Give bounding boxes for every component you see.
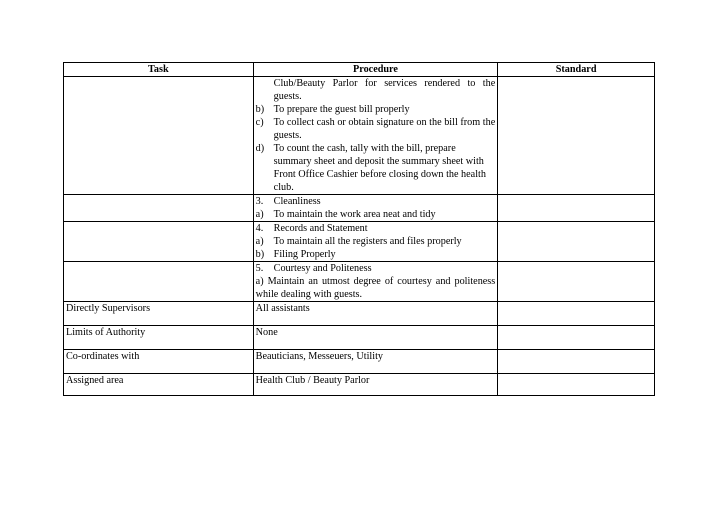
procedure-cell bbox=[253, 77, 498, 195]
table-row bbox=[64, 350, 655, 374]
header-procedure: Procedure bbox=[253, 63, 498, 77]
list-text: To maintain all the registers and files properly bbox=[273, 236, 462, 247]
list-text: Filing Properly bbox=[273, 249, 336, 260]
task-cell: Limits of Authority bbox=[64, 326, 254, 350]
standard-cell bbox=[498, 374, 655, 396]
standard-cell bbox=[498, 302, 655, 326]
section-title: Cleanliness bbox=[273, 196, 321, 207]
procedure-continued-text: Club/Beauty Parlor for services rendered to the guests. bbox=[273, 78, 496, 102]
procedure-cell: Beauticians, Messeuers, Utility bbox=[253, 350, 498, 374]
procedure-cell: None bbox=[253, 326, 498, 350]
table-row bbox=[64, 326, 655, 350]
table-row bbox=[64, 77, 655, 195]
list-item bbox=[256, 208, 496, 221]
list-item bbox=[256, 248, 496, 261]
list-marker: a) bbox=[255, 209, 264, 220]
job-description-table bbox=[63, 62, 655, 396]
table-row bbox=[64, 222, 655, 262]
section-title: Records and Statement bbox=[273, 223, 368, 234]
list-marker: b) bbox=[255, 249, 265, 260]
procedure-cell bbox=[253, 195, 498, 222]
standard-cell bbox=[498, 262, 655, 302]
task-cell bbox=[64, 195, 254, 222]
list-marker: d) bbox=[255, 143, 265, 154]
list-marker: 4. bbox=[255, 223, 264, 234]
header-standard: Standard bbox=[498, 63, 655, 77]
list-marker: a) bbox=[255, 236, 264, 247]
list-text: a) Maintain an utmost degree of courtesy and politeness while dealing with guests. bbox=[255, 276, 496, 300]
list-item bbox=[256, 103, 496, 116]
list-marker: b) bbox=[255, 104, 265, 115]
table-row bbox=[64, 302, 655, 326]
procedure-cell bbox=[253, 222, 498, 262]
list-item bbox=[256, 116, 496, 142]
task-cell bbox=[64, 77, 254, 195]
task-cell bbox=[64, 262, 254, 302]
task-cell: Directly Supervisors bbox=[64, 302, 254, 326]
list-text: To count the cash, tally with the bill, prepare summary sheet and deposit the summary sheet with Front Office Cashier before closing down the health club. bbox=[273, 143, 486, 193]
section-title: Courtesy and Politeness bbox=[273, 263, 372, 274]
standard-cell bbox=[498, 77, 655, 195]
list-text: To maintain the work area neat and tidy bbox=[273, 209, 436, 220]
header-row bbox=[64, 63, 655, 77]
list-marker: c) bbox=[255, 117, 264, 128]
list-item bbox=[256, 235, 496, 248]
list-text: To prepare the guest bill properly bbox=[273, 104, 410, 115]
list-marker: 3. bbox=[255, 196, 264, 207]
header-task: Task bbox=[64, 63, 254, 77]
standard-cell bbox=[498, 350, 655, 374]
standard-cell bbox=[498, 195, 655, 222]
procedure-cell bbox=[253, 262, 498, 302]
section-heading bbox=[256, 195, 496, 208]
table-row bbox=[64, 374, 655, 396]
table-row bbox=[64, 195, 655, 222]
section-heading bbox=[256, 222, 496, 235]
task-cell: Assigned area bbox=[64, 374, 254, 396]
standard-cell bbox=[498, 222, 655, 262]
task-cell: Co-ordinates with bbox=[64, 350, 254, 374]
procedure-cell: All assistants bbox=[253, 302, 498, 326]
task-cell bbox=[64, 222, 254, 262]
list-marker: 5. bbox=[255, 263, 264, 274]
procedure-cell: Health Club / Beauty Parlor bbox=[253, 374, 498, 396]
list-text: To collect cash or obtain signature on the bill from the guests. bbox=[273, 117, 496, 141]
standard-cell bbox=[498, 326, 655, 350]
section-heading bbox=[256, 262, 496, 275]
list-item bbox=[256, 142, 496, 194]
table-row bbox=[64, 262, 655, 302]
